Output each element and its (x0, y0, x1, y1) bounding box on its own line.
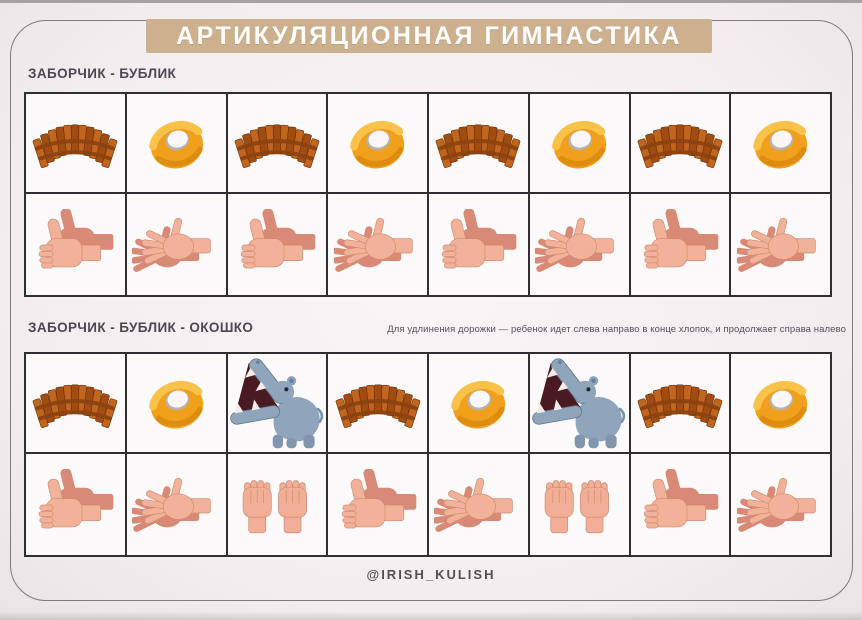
bagel-icon (744, 367, 817, 440)
grid-cell-fence (26, 354, 125, 452)
grid-cell-bagel (731, 94, 830, 192)
grid-cell-hippo-mouth-open (530, 354, 629, 452)
grid-cell-hands-open-palms (530, 194, 629, 295)
bagel-icon (442, 367, 515, 440)
grid-cell-hands-open-palms (429, 454, 528, 555)
grid-cell-bagel (127, 354, 226, 452)
screenshot-bottom-edge (0, 611, 862, 620)
fence-icon (31, 376, 119, 431)
section-2-heading: ЗАБОРЧИК - БУБЛИК - ОКОШКО (28, 320, 254, 335)
grid-cell-hands-open-palms (731, 194, 830, 295)
grid-cell-fence (631, 94, 730, 192)
hands-open-palms-icon (132, 468, 220, 542)
grid-cell-fence (631, 354, 730, 452)
bagel-icon (744, 107, 817, 180)
grid-cell-hands-open-palms (127, 454, 226, 555)
grid-cell-hands-thumbs-up (328, 454, 427, 555)
instruction-note: Для удлинения дорожки — ребенок идет слева направо в конце хлопок, и продолжает справа налево (387, 324, 846, 335)
grid-cell-bagel (731, 354, 830, 452)
section-2-header-row (28, 320, 846, 335)
bagel-icon (140, 107, 213, 180)
grid-cell-fence (228, 94, 327, 192)
grid-cell-fence (328, 354, 427, 452)
title-banner (146, 19, 712, 53)
grid-cell-hippo-mouth-open (228, 354, 327, 452)
bagel-icon (140, 367, 213, 440)
grid-cell-hands-fists (530, 454, 629, 555)
grid-cell-hands-open-palms (127, 194, 226, 295)
bagel-icon (543, 107, 616, 180)
bagel-icon (341, 107, 414, 180)
hands-thumbs-up-icon (637, 469, 723, 541)
screenshot-top-edge (0, 0, 862, 3)
grid-cell-hands-thumbs-up (429, 194, 528, 295)
grid-cell-hands-open-palms (731, 454, 830, 555)
hippo-mouth-open-icon (532, 356, 626, 450)
grid-cell-bagel (429, 354, 528, 452)
grid-cell-hands-thumbs-up (631, 194, 730, 295)
grid-cell-bagel (328, 94, 427, 192)
hands-open-palms-icon (737, 208, 825, 282)
grid-cell-hands-thumbs-up (26, 194, 125, 295)
hands-open-palms-icon (434, 468, 522, 542)
hands-thumbs-up-icon (435, 209, 521, 281)
exercise-grid-1 (24, 92, 832, 297)
grid-cell-hands-fists (228, 454, 327, 555)
hands-thumbs-up-icon (32, 469, 118, 541)
hands-fists-icon (540, 472, 618, 537)
fence-icon (636, 376, 724, 431)
hands-thumbs-up-icon (234, 209, 320, 281)
grid-cell-hands-thumbs-up (228, 194, 327, 295)
author-handle: @IRISH_KULISH (366, 567, 496, 582)
hands-thumbs-up-icon (335, 469, 421, 541)
fence-icon (233, 116, 321, 171)
grid-cell-hands-open-palms (328, 194, 427, 295)
hands-fists-icon (238, 472, 316, 537)
page-title: АРТИКУЛЯЦИОННАЯ ГИМНАСТИКА (176, 21, 682, 50)
grid-cell-fence (429, 94, 528, 192)
section-1-heading: ЗАБОРЧИК - БУБЛИК (28, 66, 177, 81)
hands-thumbs-up-icon (637, 209, 723, 281)
fence-icon (31, 116, 119, 171)
grid-cell-bagel (127, 94, 226, 192)
grid-cell-hands-thumbs-up (631, 454, 730, 555)
hippo-mouth-open-icon (230, 356, 324, 450)
fence-icon (334, 376, 422, 431)
fence-icon (636, 116, 724, 171)
hands-open-palms-icon (737, 468, 825, 542)
exercise-grid-2 (24, 352, 832, 557)
grid-cell-fence (26, 94, 125, 192)
grid-cell-hands-thumbs-up (26, 454, 125, 555)
hands-open-palms-icon (334, 208, 422, 282)
fence-icon (434, 116, 522, 171)
grid-cell-bagel (530, 94, 629, 192)
hands-open-palms-icon (535, 208, 623, 282)
hands-thumbs-up-icon (32, 209, 118, 281)
hands-open-palms-icon (132, 208, 220, 282)
